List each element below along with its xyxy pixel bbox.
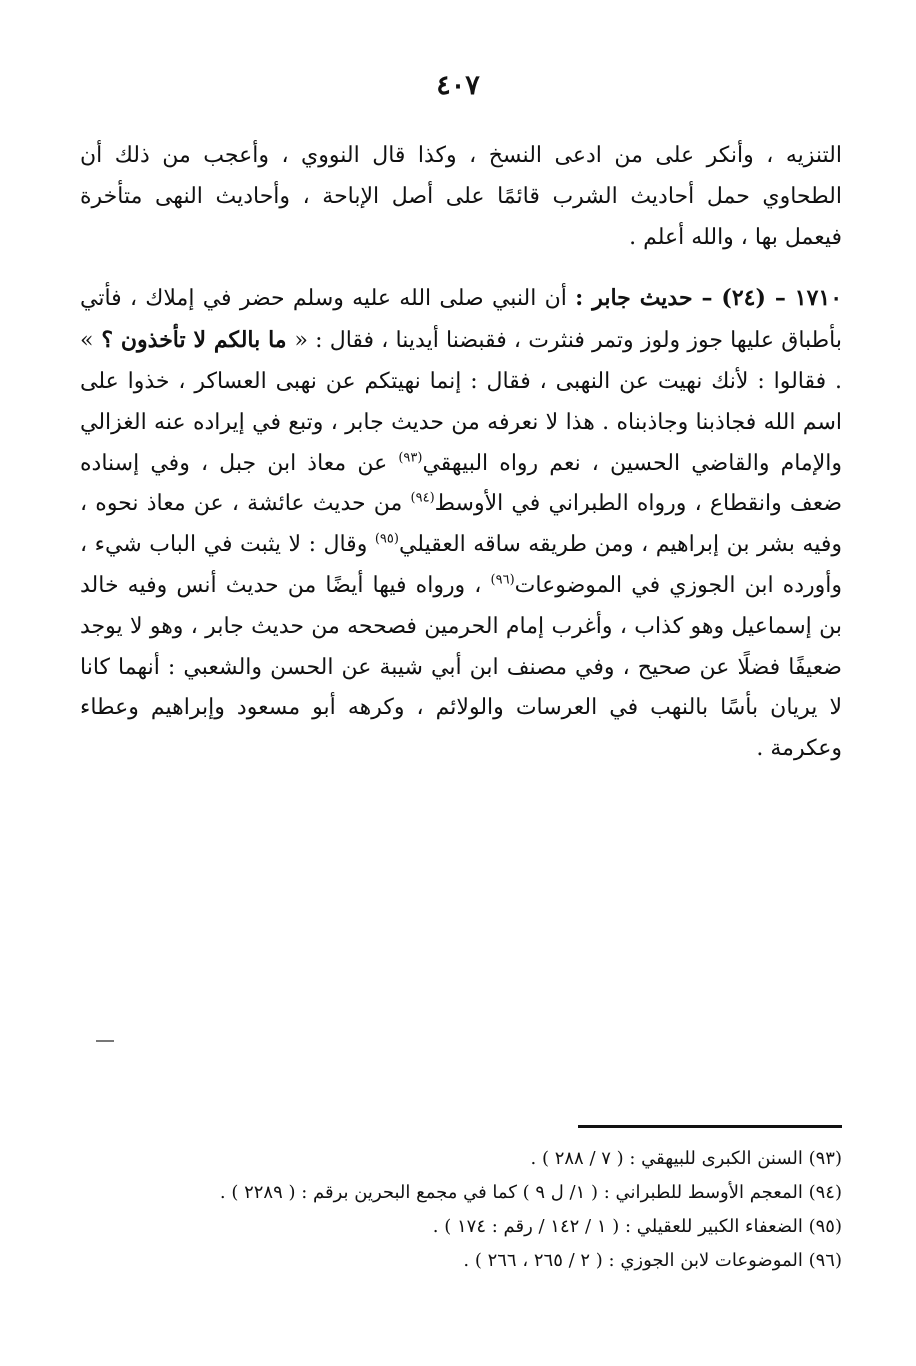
- hadith-number: ١٧١٠ – (٢٤) – حديث جابر :: [575, 285, 843, 312]
- footnote-ref-96[interactable]: (٩٦): [490, 572, 515, 588]
- footnotes: [80, 1142, 842, 1278]
- footnote-ref-95[interactable]: (٩٥): [374, 531, 399, 547]
- footnote-94: (٩٤) المعجم الأوسط للطبراني : ( ١/ ل ٩ ) كما في مجمع البحرين برقم : ( ٢٢٨٩ ) .: [219, 1182, 842, 1203]
- hadith-text-4: من حديث عائشة ، عن معاذ نحوه ، وفيه بشر بن إبراهيم ، ومن طريقه ساقه العقيلي: [80, 491, 842, 558]
- hadith-text-5: وقال : لا يثبت في الباب شيء ، وأورده ابن الجوزي في الموضوعات: [80, 532, 842, 598]
- paragraph-hadith-1710: [80, 278, 842, 770]
- footnote-96: (٩٦) الموضوعات لابن الجوزي : ( ٢ / ٢٦٥ ، ٢٦٦ ) .: [463, 1250, 842, 1271]
- hadith-text-3: عن معاذ ابن جبل ، وفي إسناده ضعف وانقطاع ، ورواه الطبراني في الأوسط: [80, 450, 843, 517]
- hadith-text-6: ، ورواه فيها أيضًا من حديث أنس وفيه خالد بن إسماعيل وهو كذاب ، وأغرب إمام الحرمين فصححه من حديث جابر ، وهو لا يوجد ضعيفًا فضلًا عن صحيح ، وفي مصنف ابن أبي شيبة عن الحسن والشعبي : أنهما كانا لا يريان بأسًا بالنهب في العرسات والولائم ، وكرهه أبو مسعود وإبراهيم وعطاء وعكرمة .: [80, 572, 842, 762]
- paragraph-intro: التنزيه ، وأنكر على من ادعى النسخ ، وكذا قال النووي ، وأعجب من ذلك أن الطحاوي حمل أحاديث الشرب قائمًا على أصل الإباحة ، وأحاديث النهى متأخرة فيعمل بها ، والله أعلم .: [80, 143, 842, 250]
- hadith-text-2: » . فقالوا : لأنك نهيت عن النهبى ، فقال : إنما نهيتكم عن نهبى العساكر ، خذوا على اسم الله فجاذبنا وجاذبناه . هذا لا نعرفه من حديث جابر ، وتبع في إيراده عنه الغزالي والإمام والقاضي الحسين ، نعم رواه البيهقي: [80, 328, 843, 476]
- footnote-ref-94[interactable]: (٩٤): [410, 491, 435, 507]
- footnote-93: (٩٣) السنن الكبرى للبيهقي : ( ٧ / ٢٨٨ ) .: [530, 1148, 842, 1169]
- hadith-quote: ما بالكم لا تأخذون ؟: [93, 327, 295, 354]
- hadith-text-1: أن النبي صلى الله عليه وسلم حضر في إملاك ، فأتي بأطباق عليها جوز ولوز وتمر فنثرت ، فقبضنا أيدينا ، فقال : «: [80, 286, 842, 354]
- footnote-ref-93[interactable]: (٩٣): [398, 450, 423, 466]
- footnote-divider: [578, 1125, 842, 1128]
- scan-speck: [96, 1040, 114, 1042]
- page-number: ٤٠٧: [436, 70, 480, 101]
- footnote-95: (٩٥) الضعفاء الكبير للعقيلي : ( ١ / ١٤٢ / رقم : ١٧٤ ) .: [432, 1216, 842, 1237]
- main-text: [80, 136, 842, 770]
